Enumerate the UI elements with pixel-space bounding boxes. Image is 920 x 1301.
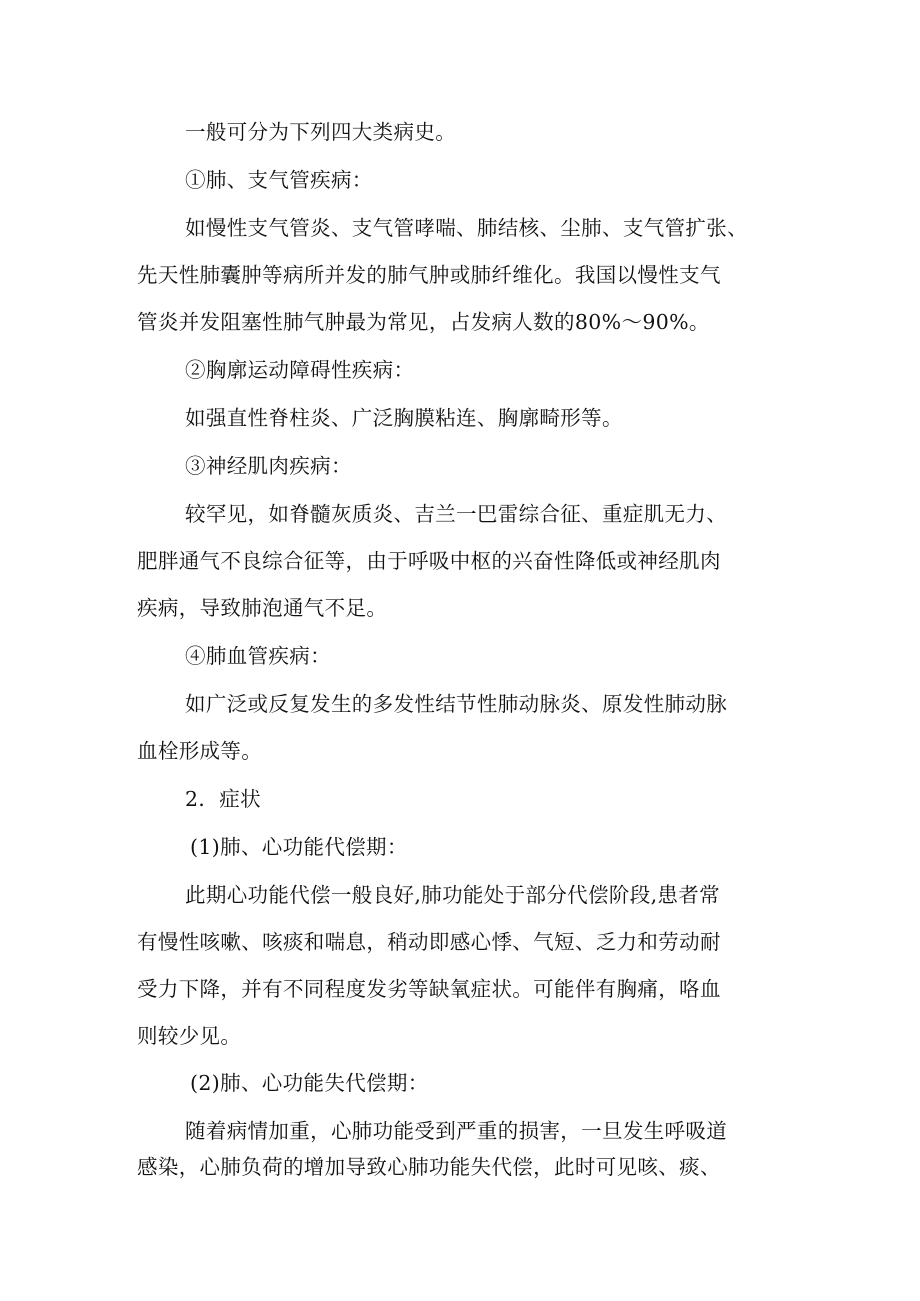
paragraph-compensated-line-1: 此期心功能代偿一般良好,肺功能处于部分代偿阶段,患者常 <box>185 883 720 907</box>
paragraph-thoracic: 如强直性脊柱炎、广泛胸膜粘连、胸廓畸形等。 <box>185 406 623 430</box>
subheading-decompensated: (2)肺、心功能失代偿期： <box>190 1071 429 1095</box>
paragraph-compensated-line-4: 则较少见。 <box>137 1024 242 1048</box>
paragraph-pulmonary-vascular-line-1: 如广泛或反复发生的多发性结节性肺动脉炎、原发性肺动脉 <box>185 692 728 716</box>
paragraph-decompensated-line-2: 感染，心肺负荷的增加导致心肺功能失代偿，此时可见咳、痰、 <box>137 1155 721 1179</box>
paragraph-neuromuscular-line-3: 疾病，导致肺泡通气不足。 <box>137 596 388 620</box>
heading-lung-bronchial: ①肺、支气管疾病： <box>185 168 373 192</box>
paragraph-compensated-line-3: 受力下降，并有不同程度发劣等缺氧症状。可能伴有胸痛，咯血 <box>137 977 721 1001</box>
paragraph-pulmonary-vascular-line-2: 血栓形成等。 <box>137 739 263 763</box>
paragraph-neuromuscular-line-2: 肥胖通气不良综合征等，由于呼吸中枢的兴奋性降低或神经肌肉 <box>137 549 721 573</box>
paragraph-neuromuscular-line-1: 较罕见，如脊髓灰质炎、吉兰一巴雷综合征、重症肌无力、 <box>185 502 728 526</box>
paragraph-lung-bronchial-line-2: 先天性肺囊肿等病所并发的肺气肿或肺纤维化。我国以慢性支气 <box>137 263 721 287</box>
paragraph-lung-bronchial-line-3: 管炎并发阻塞性肺气肿最为常见，占发病人数的80%～90%。 <box>137 310 710 334</box>
paragraph-intro: 一般可分为下列四大类病史。 <box>185 120 457 144</box>
paragraph-compensated-line-2: 有慢性咳嗽、咳痰和喘息，稍动即感心悸、气短、乏力和劳动耐 <box>137 930 721 954</box>
paragraph-lung-bronchial-line-1: 如慢性支气管炎、支气管哮喘、肺结核、尘肺、支气管扩张、 <box>185 216 748 240</box>
heading-neuromuscular: ③神经肌肉疾病： <box>185 454 352 478</box>
heading-thoracic: ②胸廓运动障碍性疾病： <box>185 358 415 382</box>
heading-pulmonary-vascular: ④肺血管疾病： <box>185 644 331 668</box>
paragraph-decompensated-line-1: 随着病情加重，心肺功能受到严重的损害，一旦发生呼吸道 <box>185 1119 728 1143</box>
subheading-compensated: (1)肺、心功能代偿期： <box>190 835 408 859</box>
section-heading-symptoms: 2．症状 <box>185 787 261 811</box>
